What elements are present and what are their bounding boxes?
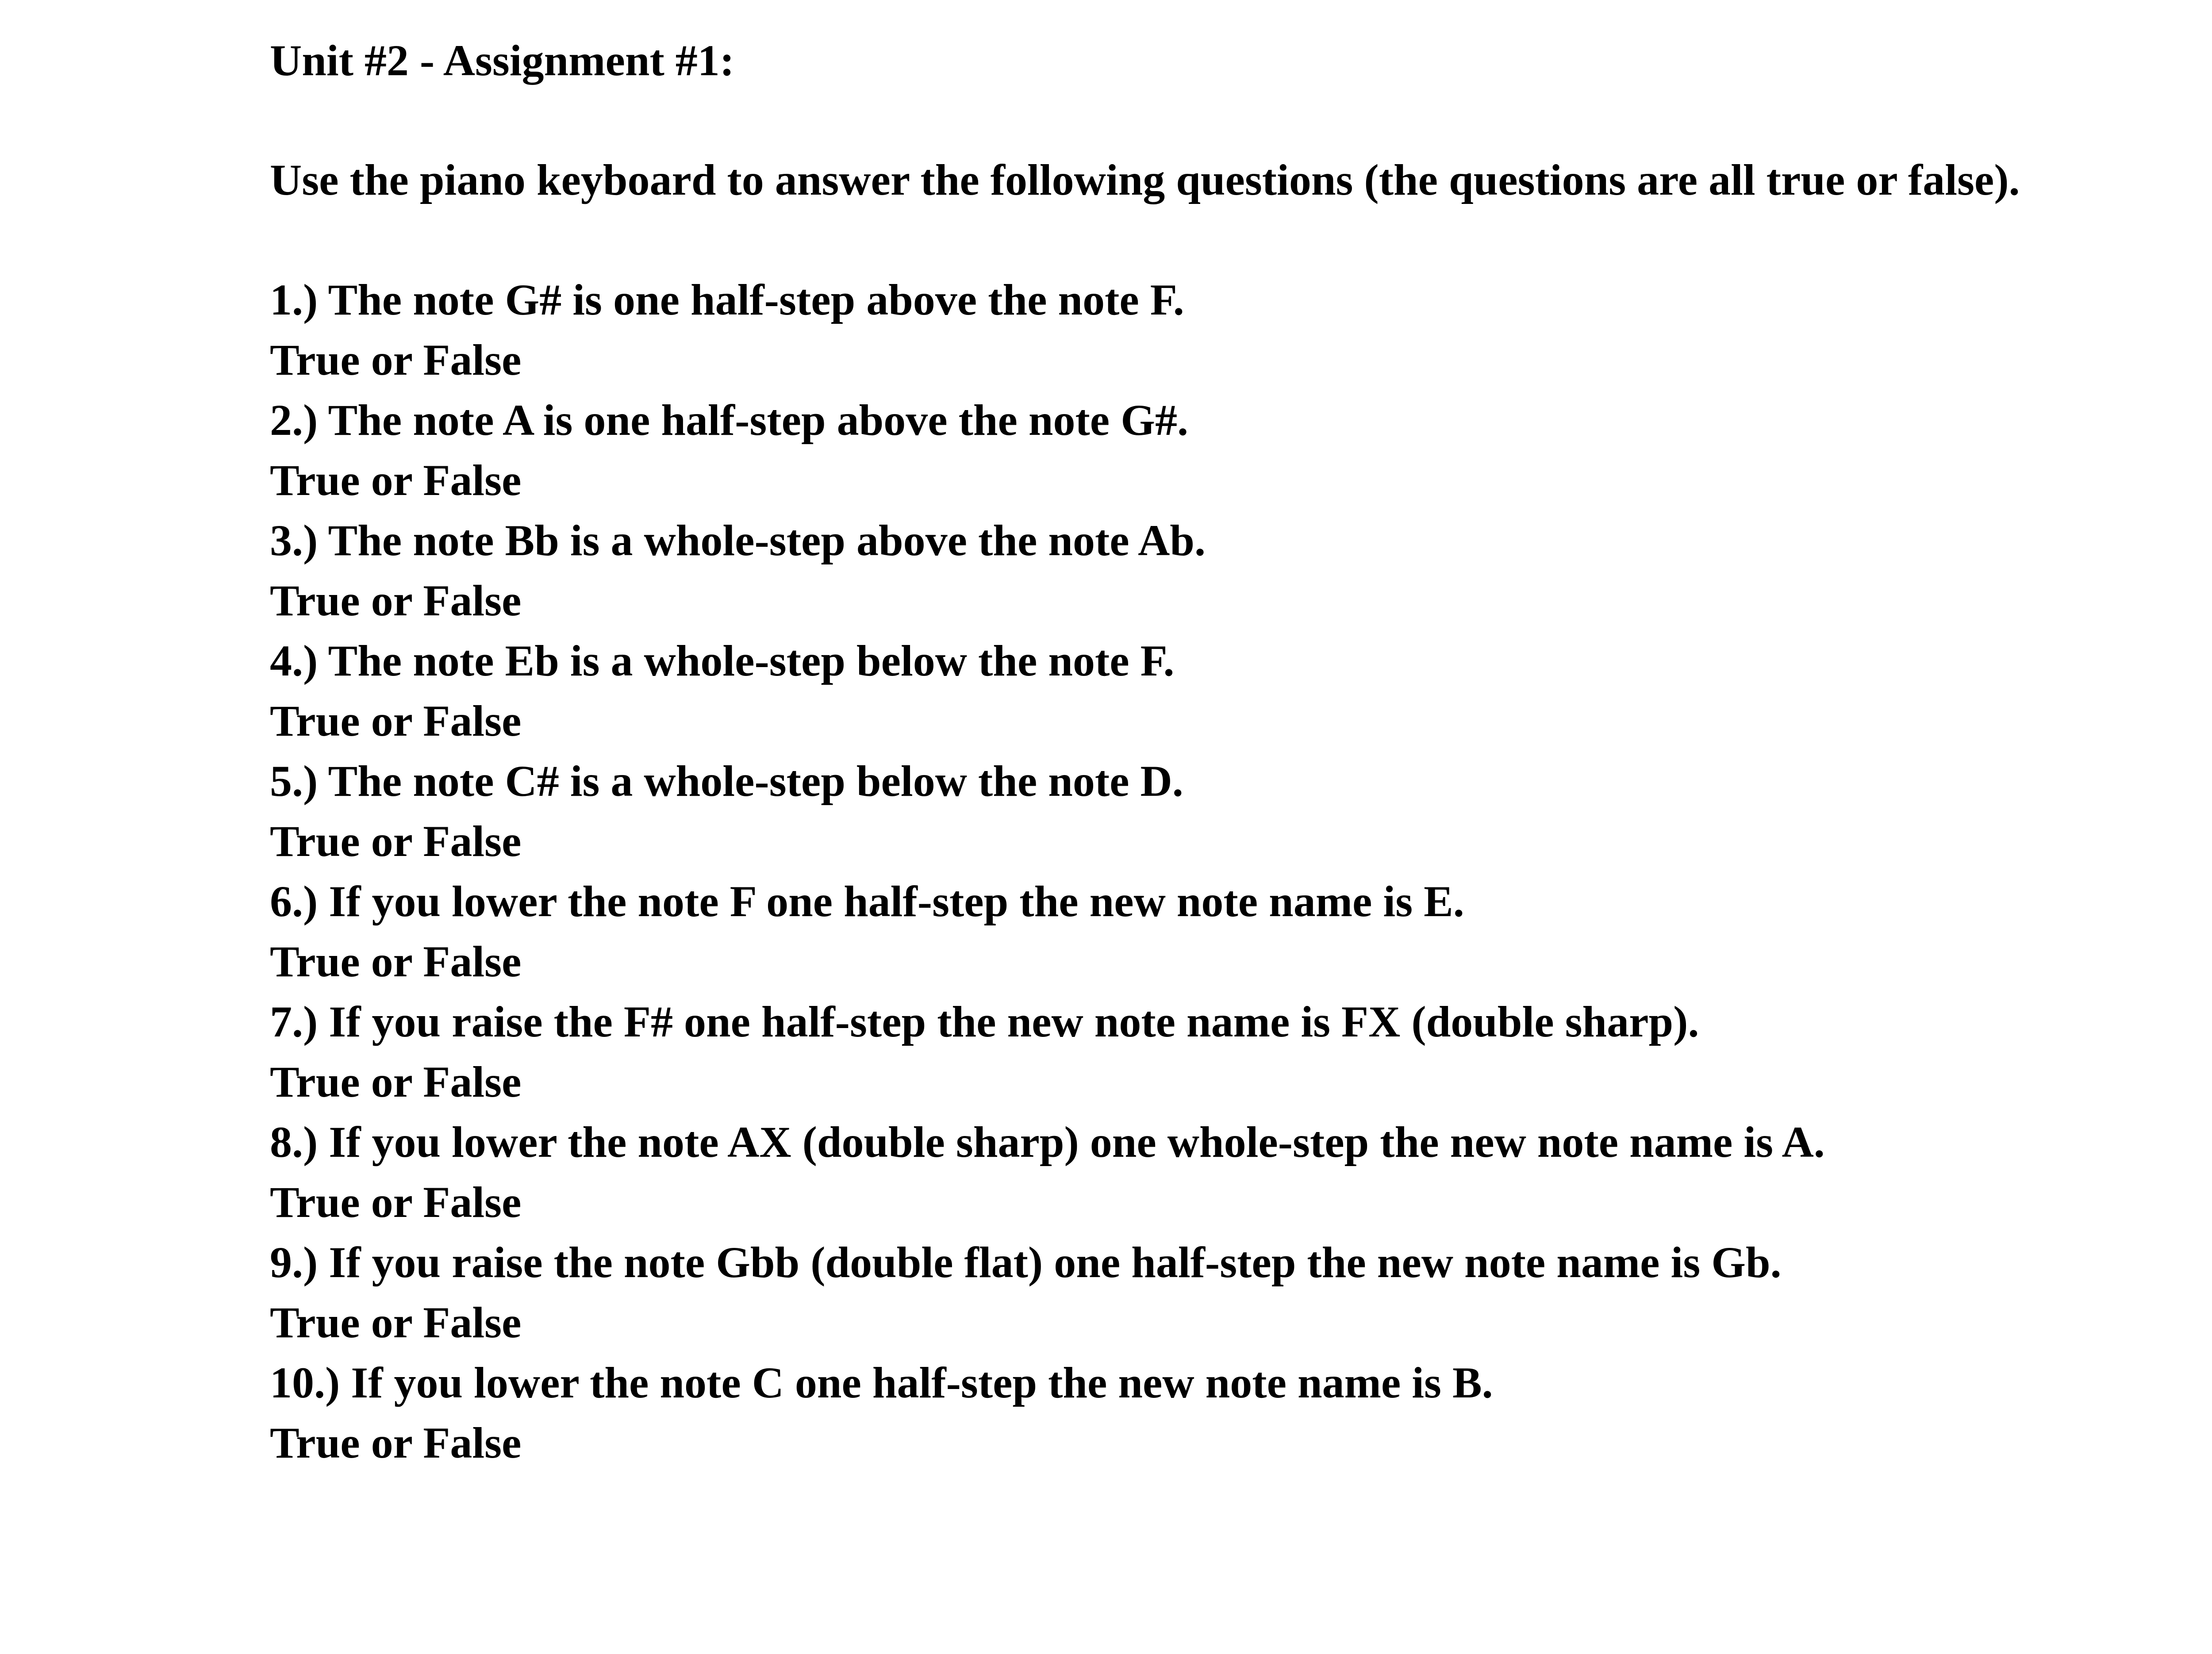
- question-text: 4.) The note Eb is a whole-step below the note F.: [270, 636, 1175, 685]
- question-text: 9.) If you raise the note Gbb (double flat) one half-step the new note name is Gb.: [270, 1238, 1782, 1287]
- document-page: [270, 31, 2039, 1473]
- answer-choices: True or False: [270, 937, 522, 986]
- question-text: 5.) The note C# is a whole-step below the note D.: [270, 756, 1183, 806]
- question-item: [270, 871, 2039, 992]
- question-item: [270, 390, 2039, 510]
- answer-choices: True or False: [270, 1057, 522, 1106]
- question-text: 1.) The note G# is one half-step above the note F.: [270, 275, 1184, 324]
- answer-choices: True or False: [270, 817, 522, 866]
- question-text: 8.) If you lower the note AX (double sharp) one whole-step the new note name is A.: [270, 1117, 1825, 1167]
- question-item: [270, 1353, 2039, 1473]
- answer-choices: True or False: [270, 456, 522, 505]
- assignment-title: Unit #2 - Assignment #1:: [270, 36, 735, 85]
- question-text: 6.) If you lower the note F one half-step the new note name is E.: [270, 877, 1464, 926]
- question-text: 3.) The note Bb is a whole-step above the note Ab.: [270, 516, 1206, 565]
- answer-choices: True or False: [270, 696, 522, 745]
- answer-choices: True or False: [270, 1298, 522, 1347]
- question-item: [270, 270, 2039, 390]
- question-item: [270, 751, 2039, 871]
- question-item: [270, 1232, 2039, 1353]
- answer-choices: True or False: [270, 335, 522, 384]
- question-item: [270, 992, 2039, 1112]
- answer-choices: True or False: [270, 1178, 522, 1227]
- question-text: 10.) If you lower the note C one half-step the new note name is B.: [270, 1358, 1493, 1407]
- question-text: 2.) The note A is one half-step above the note G#.: [270, 395, 1188, 445]
- question-text: 7.) If you raise the F# one half-step the new note name is FX (double sharp).: [270, 997, 1699, 1046]
- question-item: [270, 631, 2039, 751]
- answer-choices: True or False: [270, 576, 522, 625]
- answer-choices: True or False: [270, 1418, 522, 1467]
- question-item: [270, 510, 2039, 631]
- instructions-text: Use the piano keyboard to answer the following questions (the questions are all true or false).: [270, 155, 2020, 204]
- question-item: [270, 1112, 2039, 1232]
- question-list: [270, 270, 2039, 1473]
